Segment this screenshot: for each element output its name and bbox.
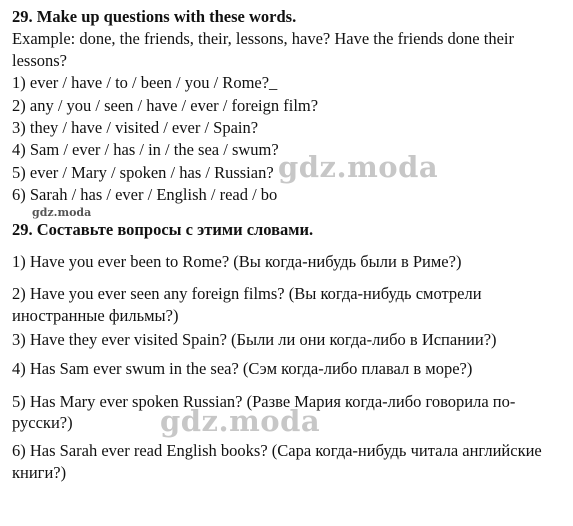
watermark-large-bottom: gdz.moda [160,404,321,438]
answer-3-line-1: 3) Have they ever visited Spain? (Были ли они когда-либо в Испании?) [12,330,497,349]
answer-4-line-1: 4) Has Sam ever swum in the sea? (Сэм когда-либо плавал в море?) [12,359,473,378]
answer-6-line-2: книги?) [12,463,67,482]
watermark-large-top: gdz.moda [278,150,439,184]
word-item-2: 2) any / you / seen / have / ever / foreign film? [12,96,319,115]
answer-6-line-1: 6) Has Sarah ever read English books? (Сара когда-нибудь читала английские [12,441,542,460]
word-item-6: 6) Sarah / has / ever / English / read / bo [12,185,278,204]
word-item-3: 3) they / have / visited / ever / Spain? [12,118,259,137]
word-item-5: 5) ever / Mary / spoken / has / Russian? [12,163,274,182]
answer-1-line-1: 1) Have you ever been to Rome? (Вы когда-нибудь были в Риме?) [12,252,462,271]
exercise-heading-ru: 29. Составьте вопросы с этими словами. [12,220,314,239]
answer-5-line-1: 5) Has Mary ever spoken Russian? (Разве Мария когда-либо говорила по- [12,392,516,411]
answer-2-line-1: 2) Have you ever seen any foreign films? (Вы когда-нибудь смотрели [12,284,482,303]
example-line-1: Example: done, the friends, their, lessons, have? Have the friends done their [12,29,514,48]
answer-5-line-2: русски?) [12,413,73,432]
word-item-4: 4) Sam / ever / has / in / the sea / swum? [12,140,279,159]
watermark-small: gdz.moda [32,206,92,219]
example-line-2: lessons? [12,51,67,70]
answer-2-line-2: иностранные фильмы?) [12,306,179,325]
exercise-heading-en: 29. Make up questions with these words. [12,7,297,26]
word-item-1: 1) ever / have / to / been / you / Rome?_ [12,73,278,92]
